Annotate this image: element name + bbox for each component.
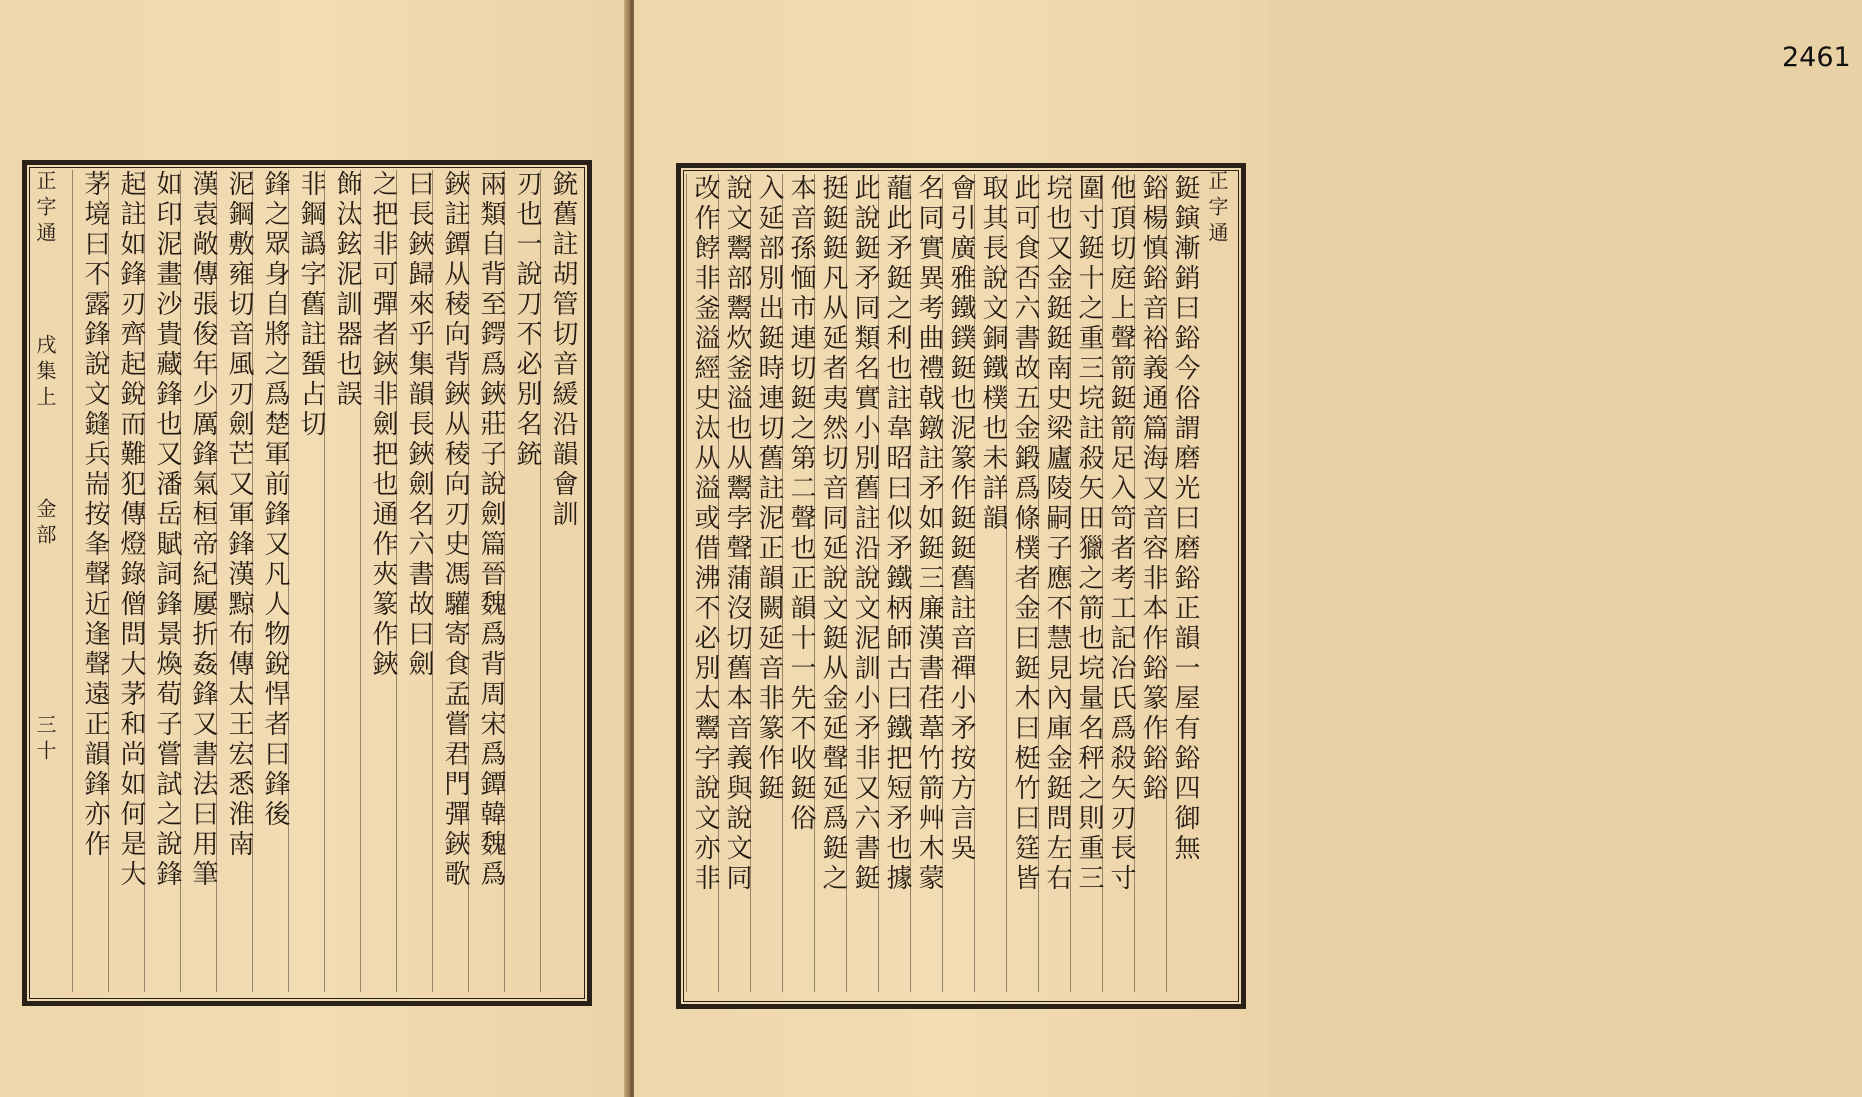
left-page (0, 0, 628, 1097)
folio-number: 三十 (33, 714, 57, 766)
text-column: 圍寸鋌十之重三垸註殺矢田獵之箭也垸量名秤之則重三 (1070, 174, 1102, 992)
text-column: 挺鋌鋌凡从延者夷然切音同延說文鋌从金延聲延爲鋌之 (814, 174, 846, 992)
text-column: 此可食否六書故五金鍛爲條樸者金曰鋌木曰梃竹曰筳皆 (1006, 174, 1038, 992)
text-column: 曰長鋏歸來乎集韻長鋏劍名六書故曰劍 (396, 170, 432, 992)
page-number: 2461 (1782, 42, 1851, 73)
fold-separator (33, 580, 57, 684)
text-column: 鋒之眾身自將之爲楚軍前鋒又凡人物銳悍者曰鋒後 (252, 170, 288, 992)
text-column: 茅境曰不露鋒說文鏠兵耑按夆聲近逢聲遠正韻鋒亦作 (72, 170, 108, 992)
text-column: 飾汰鉉泥訓器也誤 (324, 170, 360, 992)
text-column: 此說鋌矛同類名實小別舊註沿說文泥訓小矛非又六書鋌 (846, 174, 878, 992)
book-title: 正字通 (1205, 170, 1229, 248)
text-column: 泥鋼敷雍切音風刃劍芒又軍鋒漢黥布傳太王宏悉淮南 (216, 170, 252, 992)
text-column: 非鋼譌字舊註蜑占切 (288, 170, 324, 992)
text-column: 起註如鋒刃齊起銳而難犯傳燈錄僧問大茅和尚如何是大 (108, 170, 144, 992)
text-column: 漢袁敞傳張俊年少厲鋒氣桓帝紀屢折姦鋒又書法曰用筆 (180, 170, 216, 992)
text-column: 垸也又金鋌鋌南史梁廬陵嗣子應不慧見內庫金鋌問左右 (1038, 174, 1070, 992)
text-column: 會引廣雅鐵鏷鋌也泥篆作鋌鋌舊註音禪小矛按方言吳 (942, 174, 974, 992)
fold-separator (33, 278, 57, 304)
fold-separator (33, 442, 57, 468)
section-label: 戌集上 (33, 334, 57, 412)
text-column: 他頂切庭上聲箭鋌箭足入笴者考工記冶氏爲殺矢刃長寸 (1102, 174, 1134, 992)
text-column: 鋌鏔漸銷曰鋊今俗謂磨光曰磨鋊正韻一屋有鋊四御無 (1166, 174, 1198, 992)
text-column: 鋊楊慎鋊音裕義通篇海又音容非本作鋊篆作鋊鋊 (1134, 174, 1166, 992)
right-page-text-columns (686, 174, 1198, 992)
book-title: 正字通 (33, 170, 57, 248)
text-column: 名同實異考曲禮戟鐓註矛如鋌三廉漢書荏葦竹箭艸木蒙 (910, 174, 942, 992)
text-column: 改作餑非釜溢經史汰从溢或借沸不必別太鬻字說文亦非 (686, 174, 718, 992)
radical-label: 金部 (33, 498, 57, 550)
text-column: 之把非可彈者鋏非劍把也通作夾篆作鋏 (360, 170, 396, 992)
text-column: 如印泥畫沙貴藏鋒也又潘岳賦詞鋒景煥荀子嘗試之說鋒 (144, 170, 180, 992)
text-column: 兩類自背至鍔爲鋏莊子說劍篇晉魏爲背周宋爲鐔韓魏爲 (468, 170, 504, 992)
text-column: 說文鬻部鬻炊釜溢也从鬻孛聲蒲沒切舊本音義與說文同 (718, 174, 750, 992)
left-page-text-columns (72, 170, 576, 992)
text-column: 入延部別出鋌時連切舊註泥正韻闕延音非篆作鋌 (750, 174, 782, 992)
text-column: 刃也一說刀不必別名銃 (504, 170, 540, 992)
text-column: 本音孫愐市連切鋌之第二聲也正韻十一先不收鋌俗 (782, 174, 814, 992)
text-column: 鋏註鐔从稜向背鋏从稜向刃史馮驩寄食孟嘗君門彈鋏歌 (432, 170, 468, 992)
text-column: 取其長說文銅鐵樸也未詳韻 (974, 174, 1006, 992)
text-column: 銃舊註胡管切音緩沿韻會訓 (540, 170, 576, 992)
right-fold-strip (1206, 170, 1232, 992)
left-fold-strip (30, 170, 60, 992)
text-column: 蘢此矛鋌之利也註韋昭曰似矛鐵柄師古曰鐵把短矛也據 (878, 174, 910, 992)
